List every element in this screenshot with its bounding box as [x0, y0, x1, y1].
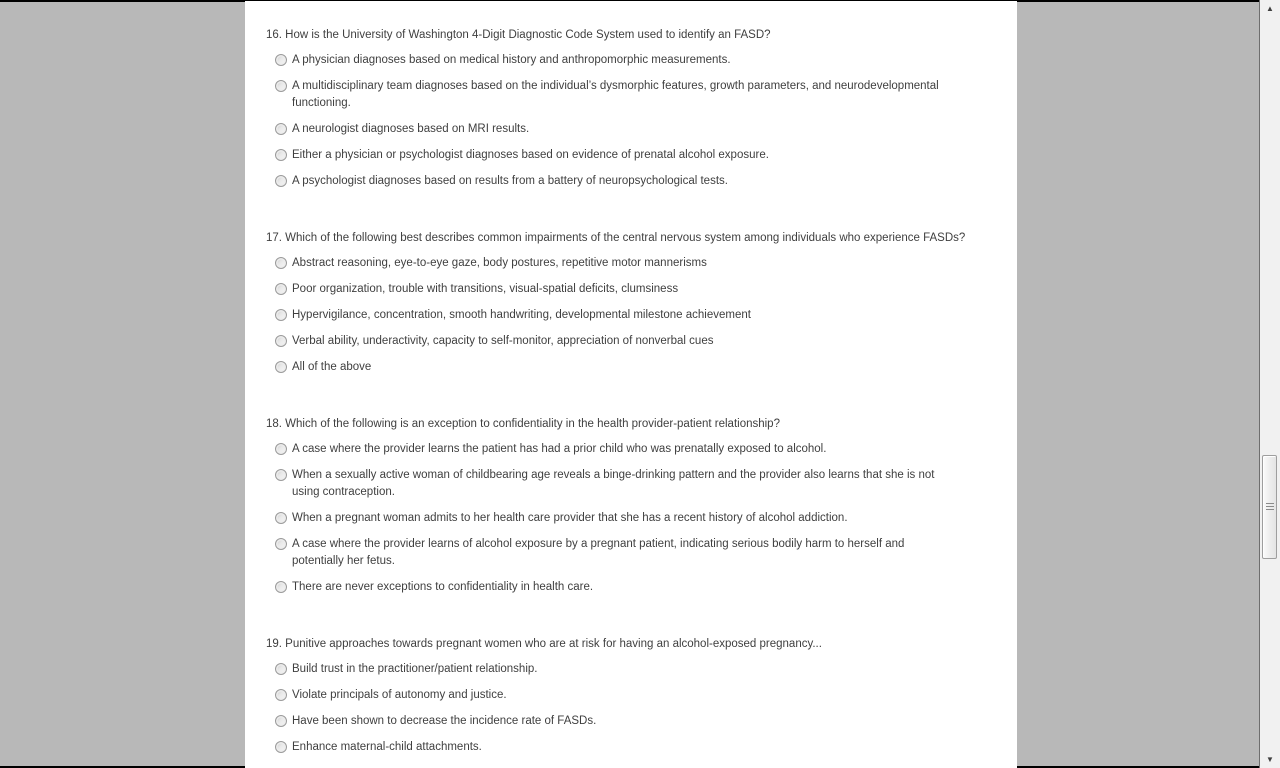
question-text: 19. Punitive approaches towards pregnant women who are at risk for having an alcohol-exposed pregnancy...	[266, 638, 822, 650]
radio-button[interactable]	[275, 538, 287, 550]
answer-option[interactable]	[275, 307, 1017, 324]
option-label[interactable]: Either a physician or psychologist diagnoses based on evidence of prenatal alcohol exposure.	[292, 149, 769, 161]
radio-button[interactable]	[275, 175, 287, 187]
scroll-down-icon[interactable]: ▼	[1266, 755, 1274, 764]
option-label[interactable]: Build trust in the practitioner/patient relationship.	[292, 663, 538, 675]
option-label[interactable]: A physician diagnoses based on medical history and anthropomorphic measurements.	[292, 54, 731, 66]
radio-button[interactable]	[275, 443, 287, 455]
radio-button[interactable]	[275, 581, 287, 593]
question-16	[266, 27, 1017, 190]
radio-button[interactable]	[275, 715, 287, 727]
question-18	[266, 416, 1017, 596]
answer-option[interactable]	[275, 333, 1017, 350]
answer-option[interactable]	[275, 121, 1017, 138]
radio-button[interactable]	[275, 663, 287, 675]
answer-option[interactable]	[275, 52, 1017, 69]
question-text: 17. Which of the following best describes common impairments of the central nervous system among individuals who experience FASDs?	[266, 232, 966, 244]
scrollbar-grip-icon	[1266, 503, 1274, 511]
answer-option[interactable]	[275, 255, 1017, 272]
answer-option[interactable]	[275, 441, 1017, 458]
answer-option[interactable]	[275, 173, 1017, 190]
answer-option[interactable]	[275, 579, 1017, 596]
scrollbar-thumb[interactable]	[1262, 455, 1277, 559]
answer-option[interactable]	[275, 78, 1017, 112]
options-list	[275, 52, 1017, 190]
answer-option[interactable]	[275, 687, 1017, 704]
answer-option[interactable]	[275, 739, 1017, 756]
option-label[interactable]: A neurologist diagnoses based on MRI results.	[292, 123, 530, 135]
option-label[interactable]: A case where the provider learns of alcohol exposure by a pregnant patient, indicating serious bodily harm to herself and potentially her fetus.	[292, 538, 905, 567]
answer-option[interactable]	[275, 359, 1017, 376]
option-label[interactable]: Poor organization, trouble with transitions, visual-spatial deficits, clumsiness	[292, 283, 679, 295]
vertical-scrollbar[interactable]	[1259, 0, 1280, 768]
option-label[interactable]: Have been shown to decrease the incidence rate of FASDs.	[292, 715, 597, 727]
options-list	[275, 255, 1017, 376]
page-left-margin	[0, 0, 245, 768]
option-label[interactable]: A multidisciplinary team diagnoses based on the individual’s dysmorphic features, growth parameters, and neurodevelopmental functioning.	[292, 80, 939, 109]
radio-button[interactable]	[275, 512, 287, 524]
radio-button[interactable]	[275, 149, 287, 161]
page-right-margin	[1017, 0, 1259, 768]
radio-button[interactable]	[275, 309, 287, 321]
answer-option[interactable]	[275, 467, 1017, 501]
option-label[interactable]: Violate principals of autonomy and justice.	[292, 689, 507, 701]
option-label[interactable]: Abstract reasoning, eye-to-eye gaze, body postures, repetitive motor mannerisms	[292, 257, 707, 269]
answer-option[interactable]	[275, 661, 1017, 678]
question-19	[266, 636, 1017, 756]
radio-button[interactable]	[275, 335, 287, 347]
option-label[interactable]: When a sexually active woman of childbearing age reveals a binge-drinking pattern and the provider also learns that she is not using contraception.	[292, 469, 935, 498]
options-list	[275, 441, 1017, 596]
answer-option[interactable]	[275, 536, 1017, 570]
question-17	[266, 230, 1017, 376]
answer-option[interactable]	[275, 147, 1017, 164]
option-label[interactable]: A case where the provider learns the patient has had a prior child who was prenatally exposed to alcohol.	[292, 443, 827, 455]
radio-button[interactable]	[275, 469, 287, 481]
option-label[interactable]: Verbal ability, underactivity, capacity to self-monitor, appreciation of nonverbal cues	[292, 335, 714, 347]
answer-option[interactable]	[275, 713, 1017, 730]
answer-option[interactable]	[275, 281, 1017, 298]
radio-button[interactable]	[275, 283, 287, 295]
option-label[interactable]: Enhance maternal-child attachments.	[292, 741, 482, 753]
radio-button[interactable]	[275, 123, 287, 135]
page-top-edge	[2, 0, 1259, 1]
option-label[interactable]: There are never exceptions to confidentiality in health care.	[292, 581, 594, 593]
radio-button[interactable]	[275, 80, 287, 92]
scroll-up-icon[interactable]: ▲	[1266, 4, 1274, 13]
radio-button[interactable]	[275, 741, 287, 753]
radio-button[interactable]	[275, 361, 287, 373]
question-text: 16. How is the University of Washington 4-Digit Diagnostic Code System used to identify an FASD?	[266, 29, 771, 41]
radio-button[interactable]	[275, 54, 287, 66]
options-list	[275, 661, 1017, 756]
question-text: 18. Which of the following is an exception to confidentiality in the health provider-patient relationship?	[266, 418, 780, 430]
option-label[interactable]: A psychologist diagnoses based on results from a battery of neuropsychological tests.	[292, 175, 728, 187]
option-label[interactable]: Hypervigilance, concentration, smooth handwriting, developmental milestone achievement	[292, 309, 751, 321]
survey-content	[245, 0, 1017, 768]
option-label[interactable]: When a pregnant woman admits to her health care provider that she has a recent history of alcohol addiction.	[292, 512, 848, 524]
option-label[interactable]: All of the above	[292, 361, 372, 373]
radio-button[interactable]	[275, 689, 287, 701]
answer-option[interactable]	[275, 510, 1017, 527]
radio-button[interactable]	[275, 257, 287, 269]
